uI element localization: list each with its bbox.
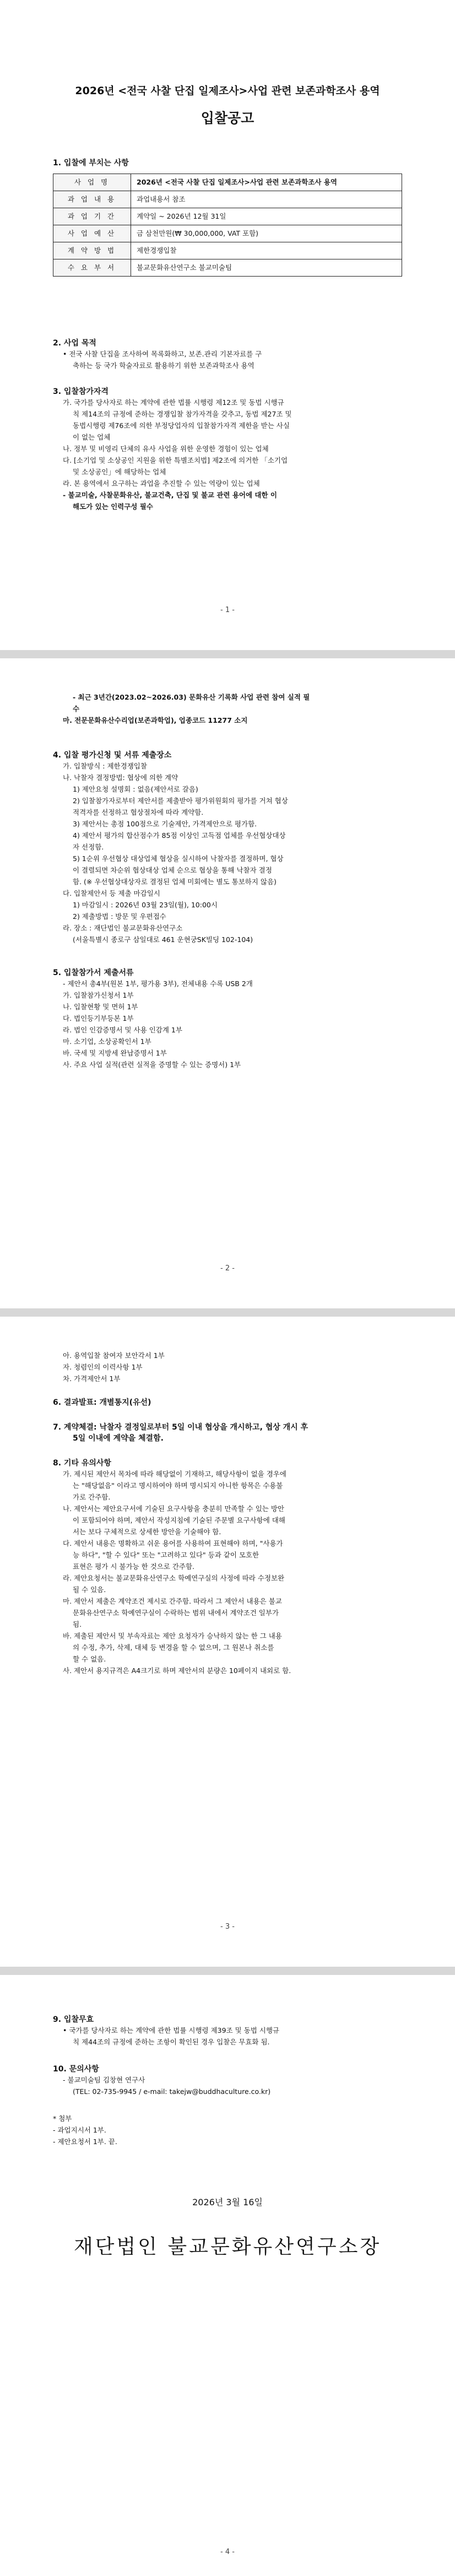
text-line: 이 포함되어야 하며, 제안서 작성지침에 기술된 주문별 요구사항에 대해	[73, 1516, 285, 1524]
text-line: 가로 간주함.	[73, 1493, 111, 1501]
document-page-1	[0, 0, 455, 650]
table-row	[53, 174, 402, 191]
text-line: 다. 법인등기부등본 1부	[63, 1014, 134, 1022]
section-5-title: 5. 입찰참가서 제출서류	[53, 968, 134, 977]
text-line: 축하는 등 국가 학술자료로 활용하기 위한 보존과학조사 용역	[73, 361, 254, 370]
page-number: - 2 -	[220, 1264, 235, 1273]
text-line: 수	[73, 705, 80, 713]
table-row	[53, 208, 402, 225]
page-number: - 3 -	[220, 1923, 235, 1931]
text-line: 나. 정부 및 비영리 단체의 유사 사업을 위한 운영한 경험이 있는 업체	[63, 445, 269, 453]
table-key: 사 업 예 산	[53, 225, 131, 242]
text-line: 될 수 있음.	[73, 1585, 106, 1594]
text-line: 이 없는 업체	[73, 433, 111, 441]
text-line: 차. 가격제안서 1부	[63, 1374, 121, 1383]
text-line-bold: - 불교미술, 사찰문화유산, 불교건축, 단집 및 불교 관련 용어에 대한 이	[63, 491, 277, 499]
section-4-title: 4. 입찰 평가신청 및 서류 제출장소	[53, 751, 172, 760]
text-line: (서울특별시 종로구 삼일대로 461 운현궁SK빌딩 102-104)	[73, 935, 253, 944]
text-line: 1) 마감일시 : 2026년 03월 23일(월), 10:00시	[73, 901, 218, 909]
text-line-bold: 해도가 있는 인력구성 필수	[73, 502, 153, 511]
table-key: 과 업 기 간	[53, 208, 131, 225]
section-8	[53, 1457, 402, 1676]
text-line: 마. 소기업, 소상공확인서 1부	[63, 1037, 151, 1046]
text-line: 바. 국세 및 지방세 완납증명서 1부	[63, 1049, 167, 1057]
table-key: 수 요 부 서	[53, 259, 131, 277]
text-line: 는 "해당없음" 이라고 명시하여야 하며 명시되지 아니한 항목은 수용불	[73, 1481, 283, 1490]
section-6	[53, 1397, 402, 1408]
text-line: 적격자를 선정하고 협상절차에 따라 계약함.	[73, 808, 204, 816]
document-page-4	[0, 1975, 455, 2576]
text-line: 3) 제안서는 총점 100점으로 기술제안, 가격제안으로 평가함.	[73, 820, 257, 828]
text-line: • 국가를 당사자로 하는 계약에 관한 법률 시행령 제39조 및 동법 시행규	[63, 2026, 280, 2034]
text-line: 나. 제안서는 제안요구서에 기술된 요구사항을 충분히 만족할 수 있는 방안	[63, 1505, 284, 1513]
page-number: - 4 -	[220, 2548, 235, 2556]
text-line: 아. 용역입찰 참여자 보안각서 1부	[63, 1351, 165, 1360]
text-line: 라. 제안요청서는 불교문화유산연구소 학예연구실의 사정에 따라 수정보완	[63, 1574, 285, 1582]
text-line: - 최근 3년간(2023.02~2026.03) 문화유산 기록화 사업 관련 참여 실적 필	[73, 693, 310, 701]
text-line: 표현은 평가 시 불가능 한 것으로 간주함.	[73, 1562, 195, 1571]
text-line: - 제안서 총4부(원본 1부, 평가용 3부), 전체내용 수록 USB 2개	[63, 979, 253, 988]
document-subtitle: 입찰공고	[201, 110, 254, 126]
text-line: 능 하다", "할 수 있다" 또는 "고려하고 있다" 등과 같이 모호한	[73, 1551, 259, 1559]
document-title: 2026년 <전국 사찰 단집 일제조사>사업 관련 보존과학조사 용역	[75, 85, 380, 97]
text-line: 나. 입찰현황 및 면허 1부	[63, 1003, 138, 1011]
section-7-title-cont: 5일 이내에 계약을 체결함.	[73, 1434, 164, 1443]
text-line: 가. 입찰방식 : 제한경쟁입찰	[63, 762, 147, 770]
text-line: 마. 제안서 제출은 계약조건 제시로 간주함. 따라서 그 제안서 내용은 불교	[63, 1597, 282, 1605]
text-line: 2) 입찰참가자로부터 제안서를 제출받아 평가위원회의 평가를 거쳐 협상	[73, 797, 288, 805]
text-line: 다. 제안서 내용은 명확하고 쉬운 용어를 사용하여 표현해야 하며, "사용가	[63, 1539, 283, 1547]
issuer-signature: 재단법인 불교문화유산연구소장	[73, 2236, 382, 2258]
text-line: 라. 법인 인감증명서 및 사용 인감계 1부	[63, 1026, 182, 1034]
text-line: 바. 제출된 제안서 및 부속자료는 제안 요청자가 승낙하지 않는 한 그 내용	[63, 1632, 282, 1640]
text-line: 가. 입찰참가신청서 1부	[63, 991, 134, 999]
section-4	[53, 749, 402, 945]
section-10-title: 10. 문의사항	[53, 2065, 99, 2074]
text-line: 라. 본 용역에서 요구하는 과업을 추진할 수 있는 역량이 있는 업체	[63, 479, 260, 488]
text-line: - 불교미술팀 김창현 연구사	[63, 2076, 145, 2084]
section-3-cont	[53, 691, 402, 726]
text-line: 문화유산연구소 학예연구실이 수락하는 범위 내에서 계약조건 일부가	[73, 1609, 279, 1617]
text-line: 서는 보다 구체적으로 상세한 방안을 기술해야 함.	[73, 1528, 221, 1536]
table-value: 금 삼천만원(₩ 30,000,000, VAT 포함)	[131, 225, 402, 242]
text-line: 5) 1순위 우선협상 대상업체 협상을 실시하여 낙찰자를 결정하며, 협상	[73, 854, 284, 863]
text-line: 자 선정함.	[73, 843, 104, 851]
contact-line: (TEL: 02-735-9945 / e-mail: takejw@buddhaculture.co.kr)	[73, 2087, 271, 2096]
section-10	[53, 2063, 402, 2097]
text-line: - 과업지시서 1부.	[53, 2126, 106, 2134]
text-line: * 첨부	[53, 2114, 72, 2123]
table-value: 불교문화유산연구소 불교미술팀	[131, 259, 402, 277]
section-2-title: 2. 사업 목적	[53, 339, 96, 348]
text-line: 칙 제14조의 규정에 준하는 경쟁입찰 참가자격을 갖추고, 동법 제27조 및	[73, 410, 292, 418]
bid-info-table	[53, 174, 402, 277]
section-6-title: 6. 결과발표: 개별통지(유선)	[53, 1398, 151, 1407]
page-number: - 1 -	[220, 606, 235, 614]
section-3	[53, 386, 402, 512]
document-page-3	[0, 1317, 455, 1967]
text-line: 사. 주요 사업 실적(관련 실적을 증명할 수 있는 증명서) 1부	[63, 1060, 241, 1069]
section-1-title: 1. 입찰에 부치는 사항	[53, 159, 129, 167]
section-3-title: 3. 입찰참가자격	[53, 387, 109, 396]
text-line: 할 수 없음.	[73, 1655, 106, 1663]
table-row	[53, 242, 402, 259]
text-line: 칙 제44조의 규정에 준하는 조항이 확인된 경우 입찰은 무효화 됨.	[73, 2038, 270, 2046]
text-line: 가. 제시된 제안서 목차에 따라 해당없이 기재하고, 해당사항이 없을 경우에	[63, 1470, 286, 1478]
text-line: 2) 제출방법 : 방문 및 우편접수	[73, 912, 166, 921]
section-9-title: 9. 입찰무효	[53, 2015, 94, 2024]
table-value: 2026년 <전국 사찰 단집 일제조사>사업 관련 보존과학조사 용역	[131, 174, 402, 191]
document-page-2	[0, 658, 455, 1308]
section-2	[53, 337, 402, 371]
text-line: 1) 제안요청 설명회 : 없음(제안서로 갈음)	[73, 785, 198, 793]
text-line: 동법시행령 제76조에 의한 부정당업자의 입찰참가자격 제한을 받는 사실	[73, 421, 290, 430]
table-value: 제한경쟁입찰	[131, 242, 402, 259]
attachments	[53, 2113, 402, 2147]
text-line: 다. [소기업 및 소상공인 지원을 위한 특별조치법] 제2조에 의거한 「소기업	[63, 456, 288, 464]
table-key: 계 약 방 법	[53, 242, 131, 259]
table-key: 과 업 내 용	[53, 191, 131, 208]
table-value: 과업내용서 참조	[131, 191, 402, 208]
table-value: 계약일 ~ 2026년 12월 31일	[131, 208, 402, 225]
text-line: 라. 장소 : 재단법인 불교문화유산연구소	[63, 924, 183, 932]
section-1	[53, 157, 402, 277]
text-line: 됨.	[73, 1620, 82, 1628]
text-line: - 제안요청서 1부. 끝.	[53, 2137, 117, 2146]
text-line: 다. 입찰제안서 등 제출 마감일시	[63, 889, 160, 897]
text-line: 사. 제안서 용지규격은 A4크기로 하며 제안서의 분량은 10페이지 내외로 함.	[63, 1666, 291, 1675]
text-line-bold: 마. 전문문화유산수리업(보존과학업), 업종코드 11277 소지	[63, 716, 248, 724]
text-line: 나. 낙찰자 결정방법: 협상에 의한 계약	[63, 773, 178, 782]
table-key: 사 업 명	[53, 174, 131, 191]
section-5	[53, 967, 402, 1070]
text-line: 및 소상공인」에 해당하는 업체	[73, 468, 166, 476]
text-line: • 전국 사찰 단집을 조사하여 목록화하고, 보존․관리 기본자료를 구	[63, 350, 262, 358]
section-9	[53, 2014, 402, 2048]
section-7-title: 7. 계약체결: 낙찰자 결정일로부터 5일 이내 협상을 개시하고, 협상 개시 후	[53, 1423, 308, 1432]
section-8-title: 8. 기타 유의사항	[53, 1459, 111, 1468]
text-line: 가. 국가를 당사자로 하는 계약에 관한 법률 시행령 제12조 및 동법 시행규	[63, 398, 284, 407]
table-row	[53, 259, 402, 277]
notice-date: 2026년 3월 16일	[192, 2197, 263, 2207]
table-row	[53, 225, 402, 242]
section-5-cont	[53, 1350, 402, 1384]
text-line: 의 수정, 추가, 삭제, 대체 등 변경을 할 수 없으며, 그 원본나 취소를	[73, 1643, 274, 1652]
text-line: 4) 제안서 평가의 합산점수가 85점 이상인 고득점 업체를 우선협상대상	[73, 831, 286, 840]
table-row	[53, 191, 402, 208]
text-line: 이 결렬되면 차순위 협상대상 업체 순으로 협상을 통해 낙찰자 결정	[73, 866, 272, 874]
section-7	[53, 1421, 402, 1443]
text-line: 자. 청렴인의 이력사항 1부	[63, 1363, 143, 1371]
text-line: 함. (※ 우선협상대상자로 결정된 업체 미회에는 별도 통보하지 않음)	[73, 878, 277, 886]
